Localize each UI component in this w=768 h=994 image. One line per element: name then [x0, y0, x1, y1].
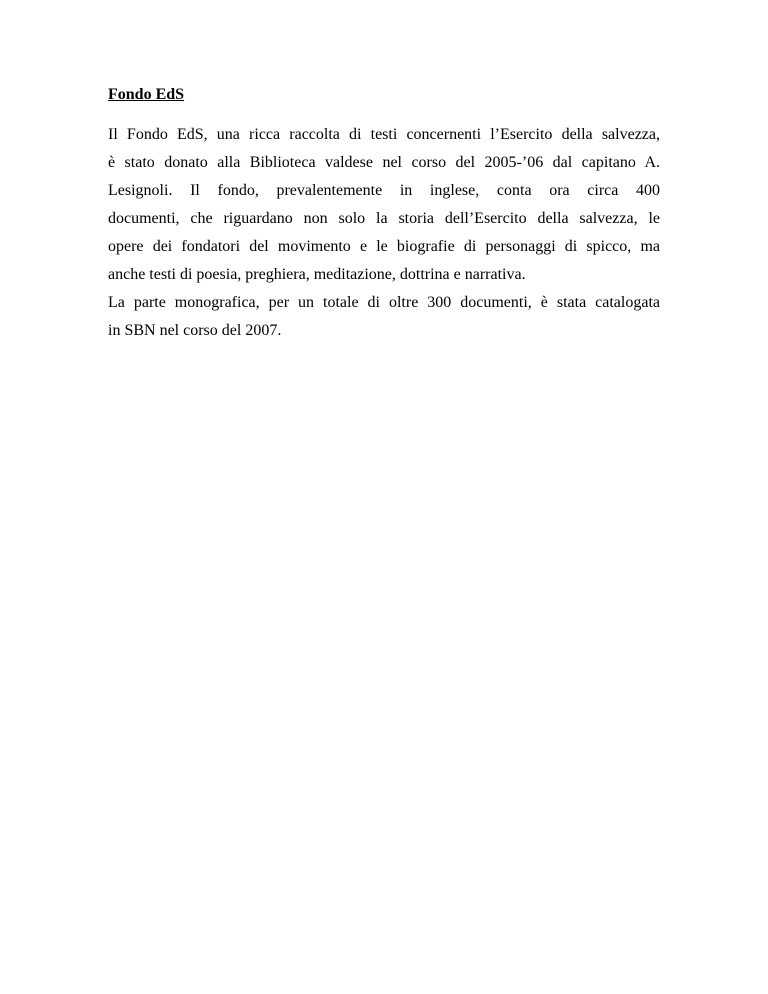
text-line: anche testi di poesia, preghiera, meditazione, dottrina e narrativa.	[108, 266, 526, 283]
document-heading: Fondo EdS	[108, 86, 185, 103]
text-line: in SBN nel corso del 2007.	[108, 322, 282, 339]
text-line: è stato donato alla Biblioteca valdese nel corso del 2005-’06 dal capitano A.	[108, 154, 660, 171]
paragraph-fondo-description	[108, 121, 660, 289]
paragraph-cataloguing	[108, 289, 660, 345]
text-line: opere dei fondatori del movimento e le biografie di personaggi di spicco, ma	[108, 238, 660, 255]
document-body	[108, 83, 660, 345]
text-line: Lesignoli. Il fondo, prevalentemente in inglese, conta ora circa 400	[108, 182, 660, 199]
text-line: La parte monografica, per un totale di oltre 300 documenti, è stata catalogata	[108, 294, 660, 311]
text-line: Il Fondo EdS, una ricca raccolta di testi concernenti l’Esercito della salvezza,	[108, 126, 660, 143]
text-line: documenti, che riguardano non solo la storia dell’Esercito della salvezza, le	[108, 210, 660, 227]
